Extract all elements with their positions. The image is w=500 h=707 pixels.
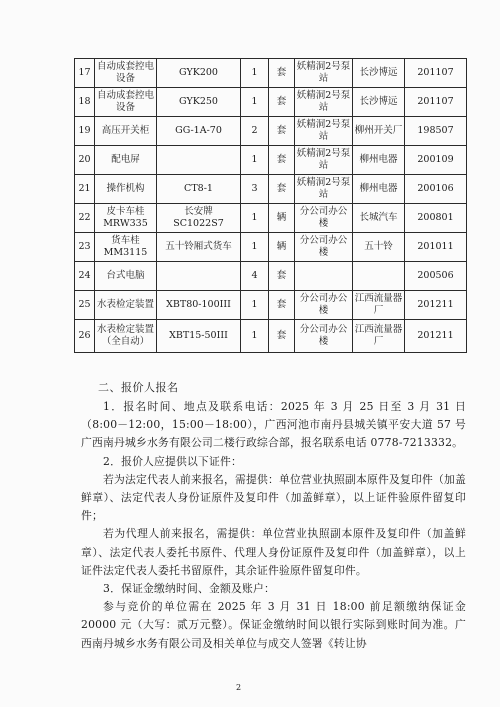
table-cell-model: 长安牌 SC1022S7 [157, 204, 241, 233]
table-cell-date: 201107 [405, 88, 467, 117]
registration-time-text: 1．报名时间、地点及联系电话：2025 年 3 月 25 日至 3 月 31 日（8:00－12:00，15:00－18:00），广西河池市南丹县城关镇平安大道 57 号广西南丹城乡水务有限公司二楼行政综合部，报名联系电话 0778-7213332。 [81, 400, 466, 450]
table-cell-name: 操作机构 [95, 175, 157, 204]
table-cell-unit: 套 [269, 146, 295, 175]
table-row [75, 117, 467, 146]
table-cell-loc: 分公司办公楼 [295, 233, 353, 262]
table-cell-no: 24 [75, 262, 95, 291]
table-cell-name: 配电屏 [95, 146, 157, 175]
table-cell-no: 22 [75, 204, 95, 233]
table-cell-name: 台式电脑 [95, 262, 157, 291]
table-cell-qty: 3 [241, 175, 269, 204]
table-cell-model: GYK200 [157, 59, 241, 88]
table-row [75, 88, 467, 117]
table-cell-qty: 1 [241, 320, 269, 353]
table-cell-date: 200106 [405, 175, 467, 204]
table-cell-qty: 1 [241, 146, 269, 175]
table-cell-maker [353, 262, 405, 291]
table-cell-date: 200801 [405, 204, 467, 233]
table-cell-maker: 柳州电器 [353, 175, 405, 204]
table-cell-model: XBT15-50III [157, 320, 241, 353]
table-cell-date: 198507 [405, 117, 467, 146]
table-cell-maker: 江西流量器厂 [353, 320, 405, 353]
table-cell-name: 自动成套控电设备 [95, 59, 157, 88]
table-cell-name: 水表检定装置（全自动） [95, 320, 157, 353]
table-cell-qty: 4 [241, 262, 269, 291]
table-cell-unit: 辆 [269, 204, 295, 233]
table-row [75, 262, 467, 291]
table-cell-name: 货车桂MM3115 [95, 233, 157, 262]
table-cell-model: GYK250 [157, 88, 241, 117]
table-cell-qty: 1 [241, 233, 269, 262]
table-cell-name: 高压开关柜 [95, 117, 157, 146]
table-cell-date: 200506 [405, 262, 467, 291]
registration-paragraph [81, 398, 466, 653]
table-cell-name: 自动成套控电设备 [95, 88, 157, 117]
table-cell-no: 20 [75, 146, 95, 175]
table-cell-qty: 1 [241, 88, 269, 117]
table-cell-no: 18 [75, 88, 95, 117]
table-cell-unit: 套 [269, 262, 295, 291]
table-cell-no: 23 [75, 233, 95, 262]
table-row [75, 233, 467, 262]
equipment-table [74, 58, 467, 353]
table-cell-loc: 妖精洞2号泵站 [295, 117, 353, 146]
table-cell-maker: 五十铃 [353, 233, 405, 262]
table-cell-model: CT8-1 [157, 175, 241, 204]
agent-text: 若为代理人前来报名，需提供：单位营业执照副本原件及复印件（加盖鲜章）、法定代表人委托书原件、代理人身份证原件及复印件（加盖鲜章），以上证件法定代表人委托书留原件，其余证件验原件留复印件。 [81, 527, 466, 577]
table-row [75, 291, 467, 320]
table-row [75, 146, 467, 175]
table-cell-loc [295, 262, 353, 291]
table-row [75, 320, 467, 353]
table-row [75, 59, 467, 88]
table-cell-loc: 妖精洞2号泵站 [295, 59, 353, 88]
table-cell-loc: 分公司办公楼 [295, 291, 353, 320]
table-cell-unit: 套 [269, 320, 295, 353]
table-cell-date: 201211 [405, 320, 467, 353]
table-cell-no: 19 [75, 117, 95, 146]
table-cell-unit: 套 [269, 88, 295, 117]
table-cell-unit: 套 [269, 291, 295, 320]
table-cell-model: XBT80-100III [157, 291, 241, 320]
table-cell-qty: 1 [241, 291, 269, 320]
table-cell-no: 21 [75, 175, 95, 204]
page-number: 2 [236, 683, 242, 692]
table-cell-loc: 妖精洞2号泵站 [295, 88, 353, 117]
deposit-heading: 3．保证金缴纳时间、金额及账户： [103, 582, 276, 596]
table-cell-maker: 长城汽车 [353, 204, 405, 233]
table-cell-loc: 妖精洞2号泵站 [295, 175, 353, 204]
table-cell-qty: 2 [241, 117, 269, 146]
table-cell-maker: 长沙博远 [353, 88, 405, 117]
legal-rep-text: 若为法定代表人前来报名，需提供：单位营业执照副本原件及复印件（加盖鲜章）、法定代表人身份证原件及复印件（加盖鲜章），以上证件验原件留复印件； [81, 472, 466, 523]
table-cell-date: 201107 [405, 59, 467, 88]
table-cell-date: 201211 [405, 291, 467, 320]
table-cell-name: 皮卡车桂MRW335 [95, 204, 157, 233]
table-cell-maker: 柳州电器 [353, 146, 405, 175]
table-cell-maker: 江西流量器厂 [353, 291, 405, 320]
table-row [75, 204, 467, 233]
table-cell-model: 五十铃厢式货车 [157, 233, 241, 262]
table-cell-loc: 分公司办公楼 [295, 320, 353, 353]
deposit-text: 参与竞价的单位需在 2025 年 3 月 31 日 18:00 前足额缴纳保证金 20000 元（大写：贰万元整）。保证金缴纳时间以银行实际到账时间为准。广西南丹城乡水务有限公司及相关单位与成交人签署《转让协 [81, 600, 466, 650]
table-cell-model: GG-1A-70 [157, 117, 241, 146]
section-heading: 二、报价人报名 [98, 381, 179, 394]
table-cell-loc: 妖精洞2号泵站 [295, 146, 353, 175]
table-cell-unit: 套 [269, 117, 295, 146]
table-cell-maker: 长沙博远 [353, 59, 405, 88]
table-cell-no: 25 [75, 291, 95, 320]
table-cell-loc: 分公司办公楼 [295, 204, 353, 233]
table-cell-name: 水表检定装置 [95, 291, 157, 320]
table-cell-date: 201011 [405, 233, 467, 262]
table-cell-qty: 1 [241, 204, 269, 233]
table-row [75, 175, 467, 204]
table-cell-model [157, 146, 241, 175]
table-cell-no: 17 [75, 59, 95, 88]
table-cell-date: 200109 [405, 146, 467, 175]
table-cell-unit: 套 [269, 175, 295, 204]
table-cell-qty: 1 [241, 59, 269, 88]
table-cell-model [157, 262, 241, 291]
table-cell-maker: 柳州开关厂 [353, 117, 405, 146]
table-cell-unit: 套 [269, 59, 295, 88]
documents-heading: 2．报价人应提供以下证件： [103, 454, 243, 468]
table-cell-no: 26 [75, 320, 95, 353]
table-cell-unit: 辆 [269, 233, 295, 262]
